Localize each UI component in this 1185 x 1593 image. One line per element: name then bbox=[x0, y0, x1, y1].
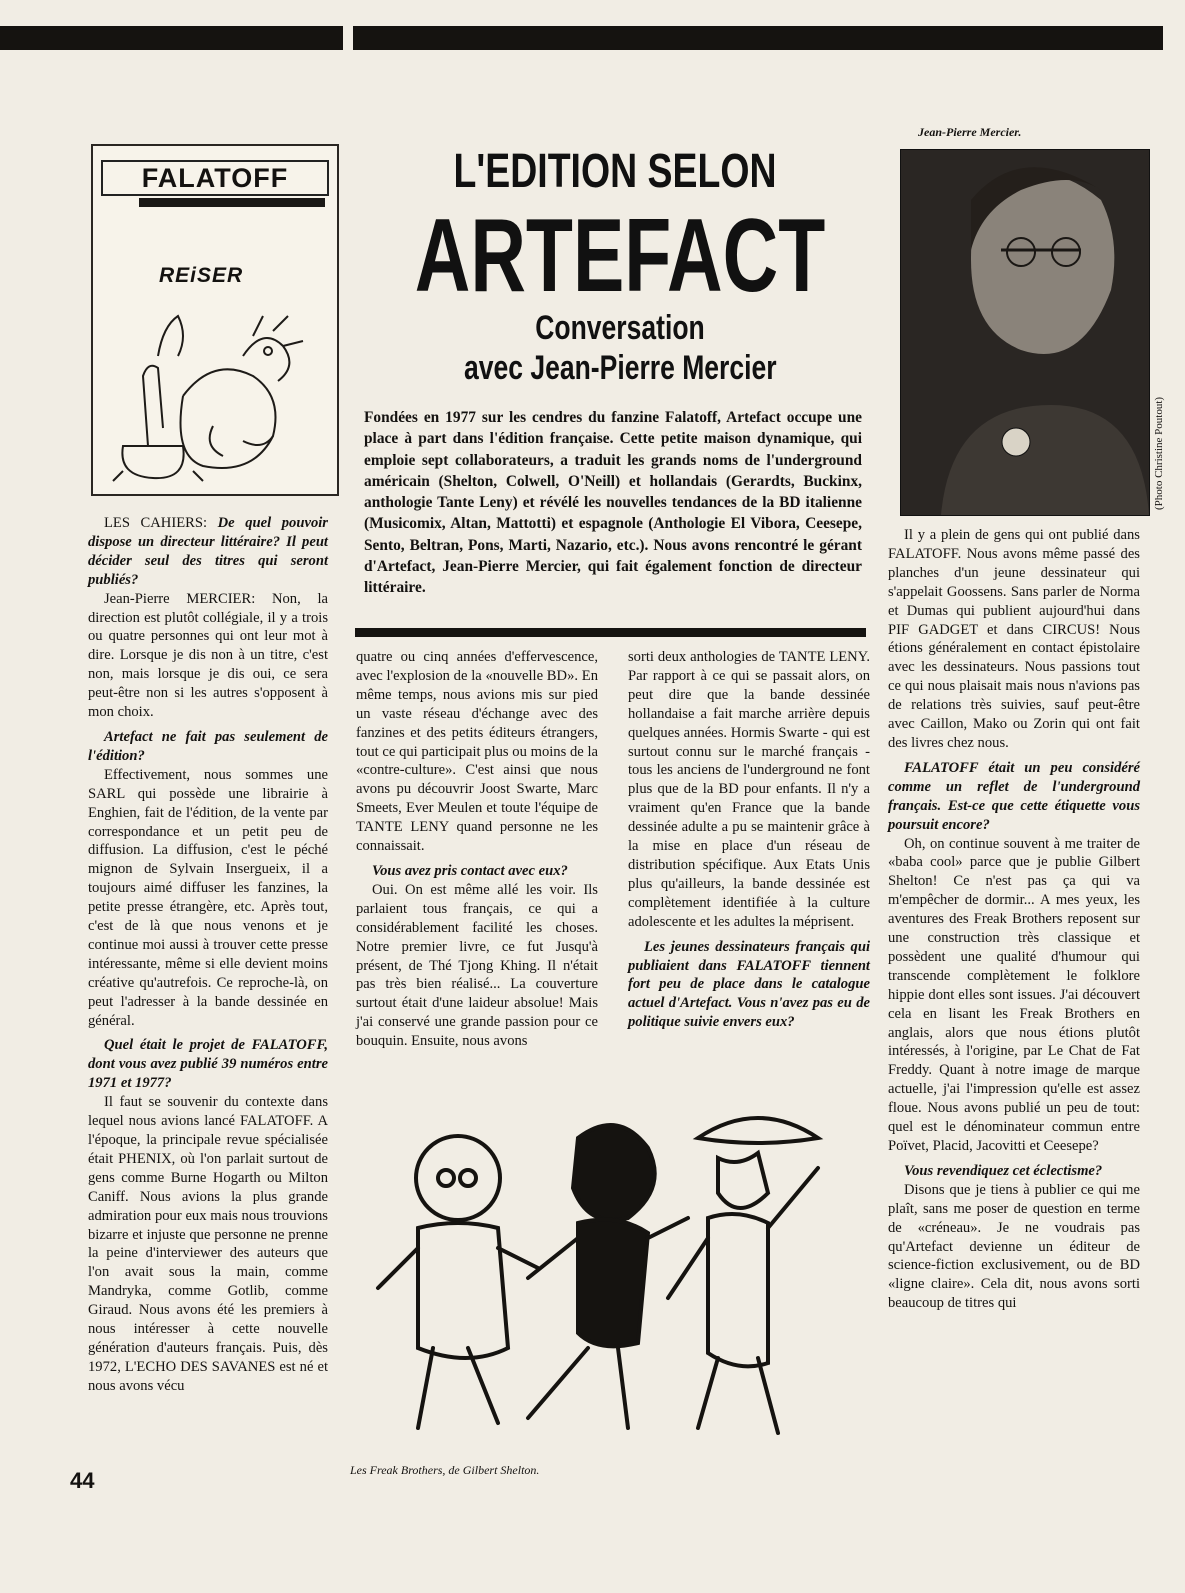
question-4: Vous avez pris contact avec eux? bbox=[372, 862, 568, 879]
answer-2: Effectivement, nous sommes une SARL qui possède une librairie à Enghien, fait de l'édition, de la vente par correspondance et un petit peu de diffusion. La diffusion, c'est le péché mignon de Sylvain Inserguеix, il a toujours aimé diffuser les fanzines, la petite presse étrangère, etc. Après tout, c'est de là que nous venons et je continue moi aussi à trouver cette presse intéressante, même si elle devient moins créative qu'autrefois. Ce reproche-là, on peut l'adresser à la bande dessinée en général. bbox=[88, 766, 328, 1029]
portrait-photo bbox=[900, 149, 1150, 516]
top-rule-right bbox=[353, 26, 1163, 50]
question-1: LES CAHIERS: De quel pouvoir dispose un directeur littéraire? Il peut décider seul des titres qui seront publiés? bbox=[88, 515, 328, 588]
question-6: FALATOFF était un peu considéré comme un reflet de l'underground français. Est-ce que cette étiquette vous poursuit encore? bbox=[888, 759, 1140, 833]
answer-6: Oh, on continue souvent à me traiter de «baba cool» parce que je publie Gilbert Shelton! Ce n'est pas ça qui va m'empêcher de dormir... A mes yeux, les aventures des Freak Brothers reposent sur une construction très classique et possèdent une qualité d'humour qui transcende complètement le folklore hippie dont elles sont issues. J'ai découvert cela en lisant les Freak Brothers en anglais, alors que nous étions plutôt intéressés, à l'origine, par Le Chat de Fat Freddy. Quant à notre image de marque actuelle, j'ai l'impression qu'elle est assez floue. Nous avons publié un peu de tout: quel est le dénominateur commun entre Poïvet, Placid, Jacovitti et Ceesepe? bbox=[888, 835, 1140, 1154]
answer-5: Il y a plein de gens qui ont publié dans FALATOFF. Nous avons même passé des planches d'un jeune dessinateur qui s'appelait Goossens. Sans parler de Norma et Dumas qui publient aujourd'hui dans PIF GADGET et dans CIRCUS! Nous étions généralement en contact épistolaire avec les dessinateurs. Nous passions tout ce qui nous plaisait mais nous n'avions pas de relations très suivies, sauf peut-être avec Caillon, Mako ou Zorin qui ont fait des livres chez nous. bbox=[888, 527, 1140, 751]
answer-4: Oui. On est même allé les voir. Ils parlaient tous français, ce qui a considérablement facilité les choses. Notre premier livre, ce fut Jusqu'à présent, de Thé Tjong Khing. Il n'était pas très bien réalisé... La couverture surtout était d'une laideur absolue! Mais j'ai conservé une grande passion pour ce bouquin. Ensuite, nous avons bbox=[356, 881, 598, 1050]
answer-1: Jean-Pierre MERCIER: Non, la direction est plutôt collégiale, il y a trois ou quatre personnes qui ont leur mot à dire. Lorsque je dis non à un titre, c'est non, mais lorsque je dis oui, ce sera peut-être non si les autres s'opposent à mon choix. bbox=[88, 590, 328, 721]
illustration-caption: Les Freak Brothers, de Gilbert Shelton. bbox=[350, 1463, 540, 1477]
intro-paragraph: Fondées en 1977 sur les cendres du fanzine Falatoff, Artefact occupe une place à part dans l'édition française. Cette petite maison dynamique, qui emploie sept collaborateurs, a traduit les grands noms de l'underground américain (Shelton, Colwell, O'Neill) et hollandais (Gerardts, Buckinx, anthologie Tante Leny) et révélé les nouvelles tendances de la BD italienne (Musicomix, Altan, Mattotti) et espagnole (Anthologie El Vibora, Ceesepe, Sento, Beltran, Pons, Marti, Nazario, etc.). Nous avons rencontré le gérant d'Artefact, Jean-Pierre Mercier, qui fait également fonction de directeur littéraire. bbox=[364, 409, 862, 597]
photo-credit: (Photo Christine Poutout) bbox=[1153, 396, 1165, 510]
photo-caption: Jean-Pierre Mercier. bbox=[918, 125, 1022, 139]
subtitle-conversation: Conversation bbox=[535, 309, 705, 347]
question-2: Artefact ne fait pas seulement de l'édition? bbox=[88, 728, 328, 764]
question-3: Quel était le projet de FALATOFF, dont vous avez publié 39 numéros entre 1971 et 1977? bbox=[88, 1037, 328, 1092]
cover-artist-signature: REiSER bbox=[159, 264, 244, 287]
falatoff-logo: FALATOFF bbox=[101, 160, 329, 196]
answer-7: Disons que je tiens à publier ce qui me plaît, sans me poser de question en terme de «créneau». Je ne voudrais pas qu'Artefact devienne un éditeur de science-fiction exclusivement, ou de BD «ligne claire». Cela dit, nous avons sorti beaucoup de titres qui bbox=[888, 1181, 1140, 1312]
freak-brothers-illustration bbox=[358, 1108, 858, 1458]
question-5: Les jeunes dessinateurs français qui publiaient dans FALATOFF tiennent fort peu de place dans le catalogue actuel d'Artefact. Vous n'avez pas eu de politique suivie envers eux? bbox=[628, 938, 870, 1031]
question-7: Vous revendiquez cet éclectisme? bbox=[904, 1162, 1103, 1179]
subtitle-interviewee: avec Jean-Pierre Mercier bbox=[464, 349, 777, 387]
intro-rule bbox=[355, 628, 866, 637]
headline-line1: L'EDITION SELON bbox=[453, 145, 777, 198]
cover-strip bbox=[139, 198, 325, 207]
headline-artefact: ARTEFACT bbox=[414, 198, 826, 314]
column-2 bbox=[356, 648, 598, 1051]
column-1 bbox=[88, 514, 328, 1396]
page-number: 44 bbox=[70, 1468, 95, 1493]
column-3 bbox=[628, 648, 870, 1032]
answer-4-continued: sorti deux anthologies de TANTE LENY. Par rapport à ce qui se passait alors, on peut dire que la bande dessinée hollandaise a fait marche arrière depuis quelques années. Hormis Swarte - qui est surtout connu sur le marché français - tous les anciens de l'underground ne font plus que de la BD pour enfants. Il n'y a vraiment qu'en France que la bande dessinée adulte a pu se maintenir grâce à la mise en place d'un réseau de distribution spécifique. Aux Etats Unis plus qu'ailleurs, la bande dessinée est complètement identifiée à la culture adolescente et les adultes la méprisent. bbox=[628, 649, 870, 930]
portrait-sketch bbox=[901, 150, 1149, 515]
answer-3: Il faut se souvenir du contexte dans lequel nous avions lancé FALATOFF. A l'époque, la principale revue spécialisée était PHENIX, où l'on parlait surtout de gens comme Burne Hogarth ou Milton Caniff. Nous avions la plus grande admiration pour eux mais nous trouvions bizarre et injuste que personne ne prenne la peine d'interviewer des auteurs que l'on avait sous la main, comme Mandryka, comme Gotlib, comme Giraud. Nous avons été les premiers à nous intéresser à cette nouvelle génération d'auteurs français. Puis, dès 1972, L'ECHO DES SAVANES est né et nous avons vécu bbox=[88, 1094, 328, 1394]
top-rule-left bbox=[0, 26, 343, 50]
falatoff-cover-image bbox=[91, 144, 339, 496]
cover-drawing bbox=[93, 296, 333, 486]
column-4 bbox=[888, 526, 1140, 1313]
answer-3-continued: quatre ou cinq années d'effervescence, avec l'explosion de la «nouvelle BD». En même temps, nous avions mis sur pied un vaste réseau d'échange avec des fanzines et des petits éditeurs étrangers, tout ce qui participait plus ou moins de la «contre-culture». C'est ainsi que nous avons pu découvrir Joost Swarte, Marc Smeets, Ever Meulen et toute l'équipe de TANTE LENY quand personne ne les connaissait. bbox=[356, 649, 598, 855]
